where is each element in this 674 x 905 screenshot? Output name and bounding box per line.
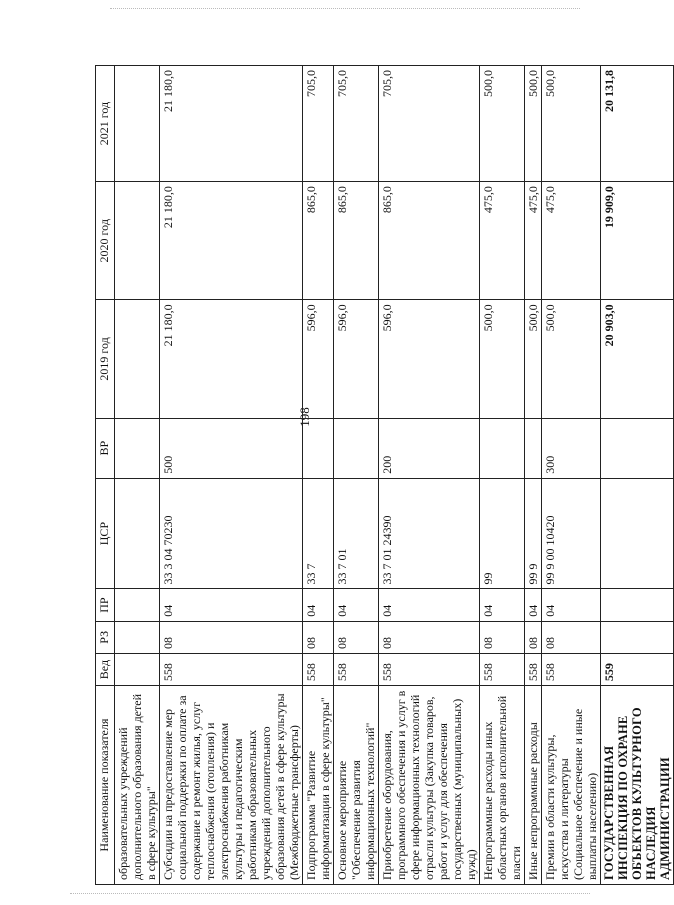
- cell-rz: 08: [303, 621, 334, 653]
- cell-rz: 08: [379, 621, 480, 653]
- cell-2020: 475,0: [525, 182, 542, 300]
- cell-rz: 08: [334, 621, 379, 653]
- cell-vr: [115, 418, 160, 478]
- cell-2020: 865,0: [334, 182, 379, 300]
- table-row: [160, 66, 303, 885]
- cell-2021: 705,0: [334, 66, 379, 182]
- cell-rz: 08: [160, 621, 303, 653]
- cell-ved: 558: [480, 653, 525, 685]
- cell-csr: 33 3 04 70230: [160, 478, 303, 589]
- header-vr: ВР: [96, 418, 115, 478]
- cell-vr: [303, 418, 334, 478]
- cell-pr: 04: [379, 589, 480, 621]
- cell-2019: 500,0: [480, 300, 525, 418]
- cell-rz: 08: [542, 621, 601, 653]
- budget-table: [95, 65, 674, 885]
- header-pr: ПР: [96, 589, 115, 621]
- cell-2020: [115, 182, 160, 300]
- header-2021: 2021 год: [96, 66, 115, 182]
- cell-ved: 558: [334, 653, 379, 685]
- cell-2020: 865,0: [379, 182, 480, 300]
- cell-name: ГОСУДАРСТВЕННАЯ ИНСПЕКЦИЯ ПО ОХРАНЕ ОБЪЕКТОВ КУЛЬТУРНОГО НАСЛЕДИЯ АДМИНИСТРАЦИИ: [601, 686, 674, 885]
- cell-rz: 08: [480, 621, 525, 653]
- cell-name: Иные непрограммные расходы: [525, 686, 542, 885]
- table-row: [334, 66, 379, 885]
- scan-edge-bottom: [70, 893, 590, 894]
- cell-pr: 04: [542, 589, 601, 621]
- cell-2019: 500,0: [542, 300, 601, 418]
- header-csr: ЦСР: [96, 478, 115, 589]
- cell-2021: 500,0: [525, 66, 542, 182]
- header-2020: 2020 год: [96, 182, 115, 300]
- cell-ved: [115, 653, 160, 685]
- cell-csr: 33 7 01 24390: [379, 478, 480, 589]
- cell-2019: 596,0: [303, 300, 334, 418]
- cell-rz: [115, 621, 160, 653]
- cell-csr: 99: [480, 478, 525, 589]
- cell-2021: 500,0: [480, 66, 525, 182]
- cell-name: Премии в области культуры, искусства и литературы (Социальное обеспечение и иные выплаты населению): [542, 686, 601, 885]
- cell-2019: 596,0: [334, 300, 379, 418]
- header-name: Наименование показателя: [96, 686, 115, 885]
- cell-vr: 500: [160, 418, 303, 478]
- cell-rz: [601, 621, 674, 653]
- cell-pr: 04: [160, 589, 303, 621]
- cell-2020: 19 909,0: [601, 182, 674, 300]
- cell-2019: 500,0: [525, 300, 542, 418]
- cell-2019: 21 180,0: [160, 300, 303, 418]
- cell-pr: [115, 589, 160, 621]
- budget-table-rotated: [95, 65, 672, 885]
- header-2019: 2019 год: [96, 300, 115, 418]
- table-row-total: [601, 66, 674, 885]
- cell-name: Субсидии на предоставление мер социальной поддержки по оплате за содержание и ремонт жилья, услуг теплоснабжения (отопления) и электроснабжения работникам культуры и педагогическим работникам образовательных учреждений дополнительного образования детей в сфере культуры (Межбюджетные трансферты): [160, 686, 303, 885]
- cell-ved: 558: [542, 653, 601, 685]
- cell-ved: 559: [601, 653, 674, 685]
- cell-2020: 475,0: [542, 182, 601, 300]
- cell-2021: 21 180,0: [160, 66, 303, 182]
- cell-name: Подпрограмма "Развитие информатизации в сфере культуры": [303, 686, 334, 885]
- cell-2020: 475,0: [480, 182, 525, 300]
- table-row: [379, 66, 480, 885]
- cell-2020: 865,0: [303, 182, 334, 300]
- cell-2021: 20 131,8: [601, 66, 674, 182]
- scan-edge-top: [110, 8, 580, 9]
- cell-2019: [115, 300, 160, 418]
- table-row: [303, 66, 334, 885]
- cell-ved: 558: [379, 653, 480, 685]
- cell-pr: 04: [303, 589, 334, 621]
- cell-2021: [115, 66, 160, 182]
- cell-csr: [601, 478, 674, 589]
- table-row: [525, 66, 542, 885]
- cell-2021: 705,0: [303, 66, 334, 182]
- cell-2019: 20 903,0: [601, 300, 674, 418]
- table-row: [115, 66, 160, 885]
- cell-2020: 21 180,0: [160, 182, 303, 300]
- cell-vr: 300: [542, 418, 601, 478]
- cell-pr: 04: [480, 589, 525, 621]
- cell-2019: 596,0: [379, 300, 480, 418]
- cell-name: Основное мероприятие "Обеспечение развития информационных технологий": [334, 686, 379, 885]
- cell-rz: 08: [525, 621, 542, 653]
- header-ved: Вед: [96, 653, 115, 685]
- cell-name: образовательных учреждений дополнительного образования детей в сфере культуры": [115, 686, 160, 885]
- cell-vr: [601, 418, 674, 478]
- cell-ved: 558: [525, 653, 542, 685]
- table-row: [480, 66, 525, 885]
- table-row: [542, 66, 601, 885]
- cell-pr: 04: [525, 589, 542, 621]
- cell-pr: [601, 589, 674, 621]
- cell-name: Приобретение оборудования, программного обеспечения и услуг в сфере информационных технологий отрасли культуры (Закупка товаров, работ и услуг для обеспечения государственных (муниципальных) нужд): [379, 686, 480, 885]
- cell-vr: [480, 418, 525, 478]
- cell-vr: [525, 418, 542, 478]
- cell-ved: 558: [303, 653, 334, 685]
- cell-csr: 33 7 01: [334, 478, 379, 589]
- cell-csr: 33 7: [303, 478, 334, 589]
- page-number: 198: [297, 407, 312, 427]
- cell-name: Непрограммные расходы иных областных органов исполнительной власти: [480, 686, 525, 885]
- cell-vr: 200: [379, 418, 480, 478]
- cell-ved: 558: [160, 653, 303, 685]
- cell-pr: 04: [334, 589, 379, 621]
- cell-2021: 500,0: [542, 66, 601, 182]
- cell-csr: 99 9 00 10420: [542, 478, 601, 589]
- cell-csr: [115, 478, 160, 589]
- cell-2021: 705,0: [379, 66, 480, 182]
- table-header-row: [96, 66, 115, 885]
- cell-vr: [334, 418, 379, 478]
- cell-csr: 99 9: [525, 478, 542, 589]
- header-rz: РЗ: [96, 621, 115, 653]
